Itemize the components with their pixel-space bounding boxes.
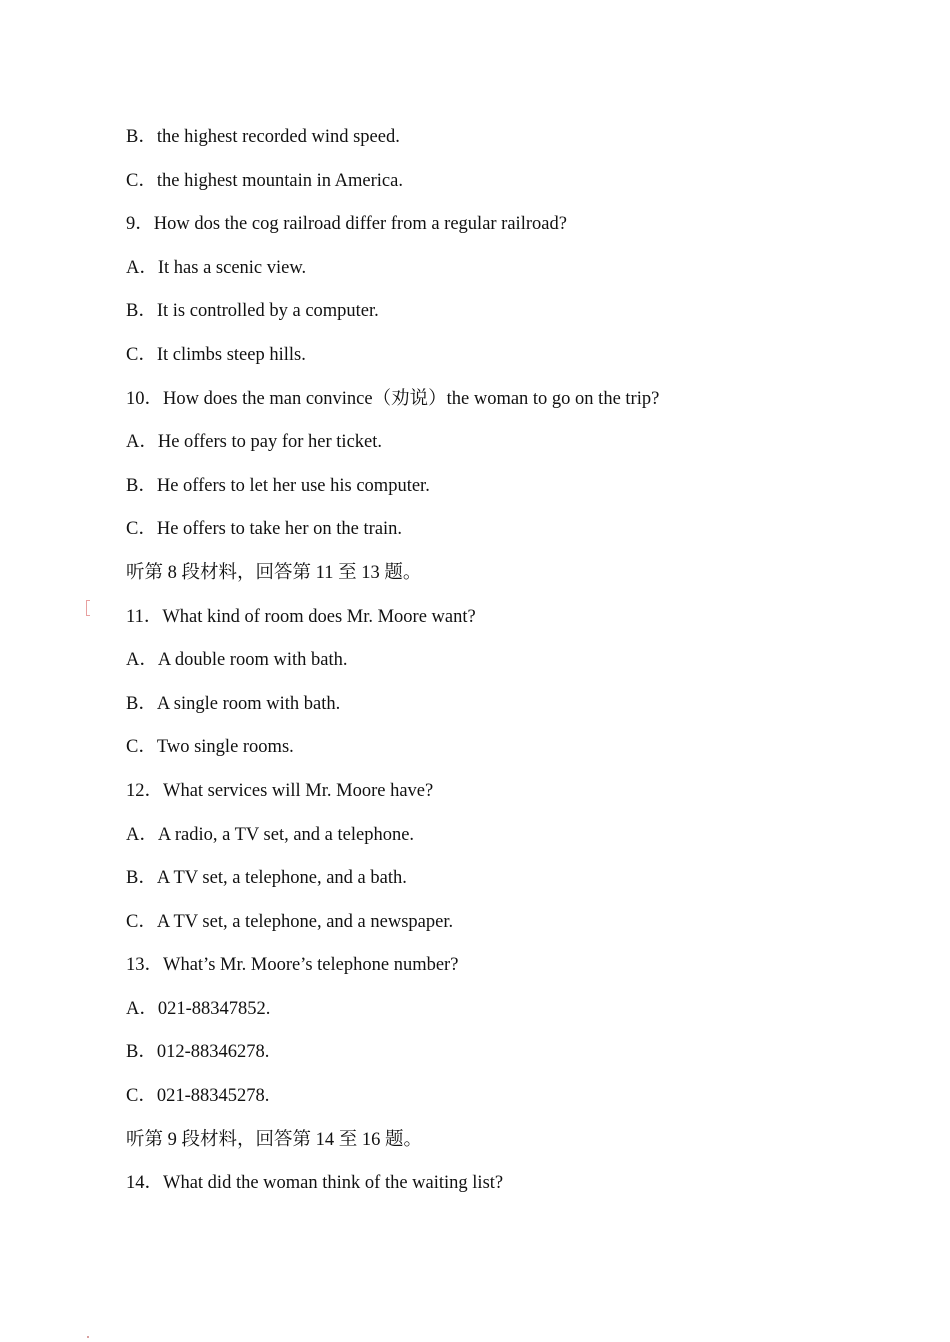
option-line: B．He offers to let her use his computer. — [126, 475, 430, 496]
option-line: C．021-88345278. — [126, 1086, 270, 1107]
question-list — [126, 124, 886, 1214]
section-instruction: 听第 9 段材料，回答第 14 至 16 题。 — [126, 1129, 423, 1150]
text-cursor-mark — [86, 600, 90, 616]
option-line: A．A radio, a TV set, and a telephone. — [126, 824, 415, 845]
option-line: A．He offers to pay for her ticket. — [126, 432, 383, 453]
question-line: 9．How dos the cog railroad differ from a regular railroad? — [126, 214, 567, 235]
page-corner-mark — [87, 1336, 89, 1338]
section-instruction: 听第 8 段材料，回答第 11 至 13 题。 — [126, 562, 422, 583]
question-line: 10．How does the man convince（劝说）the woman to go on the trip? — [126, 388, 660, 409]
option-line: C．Two single rooms. — [126, 737, 294, 758]
option-line: C．It climbs steep hills. — [126, 344, 306, 365]
option-line: A．021-88347852. — [126, 998, 271, 1019]
option-line: B．012-88346278. — [126, 1042, 270, 1063]
question-line: 11．What kind of room does Mr. Moore want? — [126, 606, 476, 627]
option-line: C．He offers to take her on the train. — [126, 519, 403, 540]
question-line: 12．What services will Mr. Moore have? — [126, 780, 434, 801]
option-line: B．A single room with bath. — [126, 693, 341, 714]
option-line: C．the highest mountain in America. — [126, 170, 403, 191]
option-line: A．A double room with bath. — [126, 650, 348, 671]
option-line: B．the highest recorded wind speed. — [126, 127, 400, 147]
option-line: C．A TV set, a telephone, and a newspaper. — [126, 911, 454, 932]
option-line: A．It has a scenic view. — [126, 257, 307, 278]
question-line: 14．What did the woman think of the waiting list? — [126, 1173, 504, 1194]
question-line: 13．What’s Mr. Moore’s telephone number? — [126, 955, 459, 976]
option-line: B．It is controlled by a computer. — [126, 301, 379, 322]
option-line: B．A TV set, a telephone, and a bath. — [126, 868, 407, 889]
